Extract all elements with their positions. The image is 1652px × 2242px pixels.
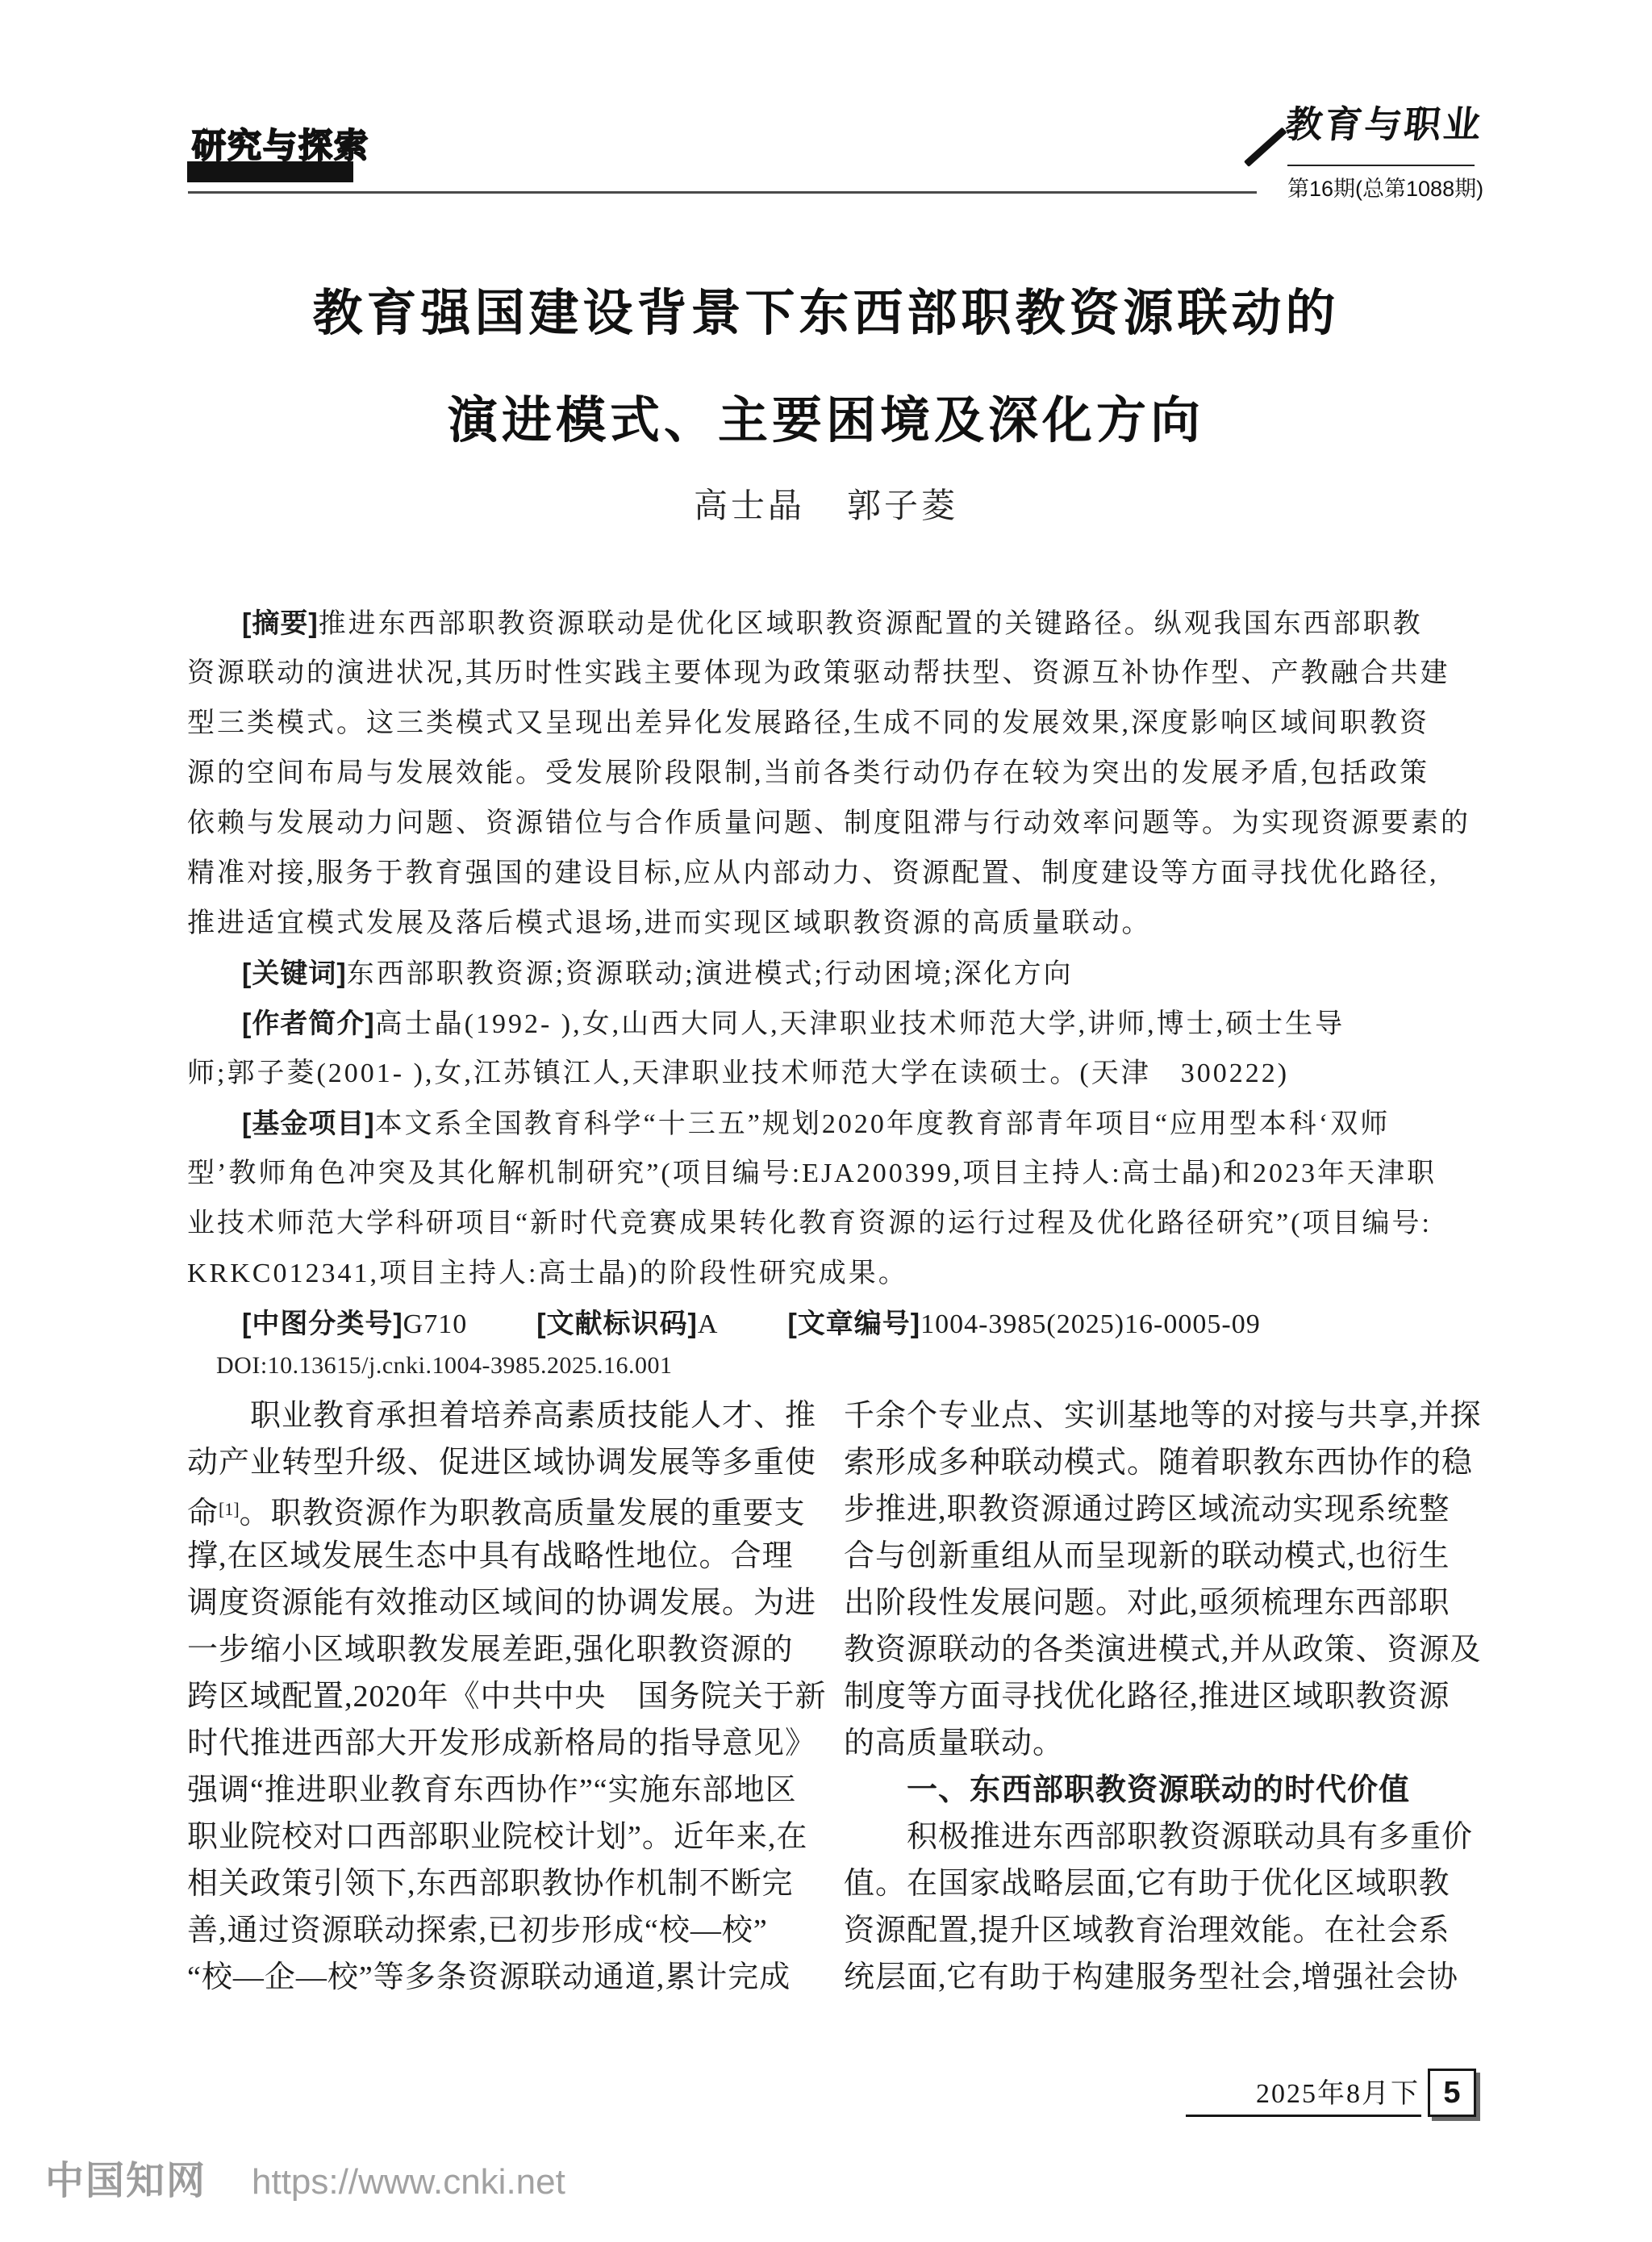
text-line: 资源联动的演进状况,其历时性实践主要体现为政策驱动帮扶型、资源互补协作型、产教融合共建 bbox=[187, 658, 1450, 688]
article-title bbox=[0, 273, 1652, 452]
article-title-line1: 教育强国建设背景下东西部职教资源联动的 bbox=[312, 286, 1340, 341]
text-line: 业技术师范大学科研项目“新时代竞赛成果转化教育资源的运行过程及优化路径研究”(项目编号: bbox=[187, 1209, 1432, 1238]
text-line: 动产业转型升级、促进区域协调发展等多重使 bbox=[187, 1446, 817, 1480]
classification-line bbox=[187, 1299, 1478, 1349]
text-line: 善,通过资源联动探索,已初步形成“校—校” bbox=[187, 1914, 768, 1948]
author-name: 高士晶 bbox=[693, 488, 805, 525]
text-line: [关键词]东西部职教资源;资源联动;演进模式;行动困境;深化方向 bbox=[242, 958, 1074, 989]
text-line: 资源配置,提升区域教育治理效能。在社会系 bbox=[844, 1914, 1450, 1948]
text-line: 推进适宜模式发展及落后模式退场,进而实现区域职教资源的高质量联动。 bbox=[187, 908, 1152, 938]
field-label: [关键词] bbox=[242, 958, 347, 989]
text-line: 强调“推进职业教育东西协作”“实施东部地区 bbox=[187, 1773, 797, 1807]
text-line: 型’教师角色冲突及其化解机制研究”(项目编号:EJA200399,项目主持人:高士晶)和2023年天津职 bbox=[187, 1159, 1437, 1188]
text-line: [作者简介]高士晶(1992- ),女,山西大同人,天津职业技术师范大学,讲师,博士,硕士生导 bbox=[242, 1008, 1345, 1039]
text-line: 职业院校对口西部职业院校计划”。近年来,在 bbox=[187, 1820, 808, 1854]
field-label: [作者简介] bbox=[242, 1008, 375, 1039]
text-line: 精准对接,服务于教育强国的建设目标,应从内部动力、资源配置、制度建设等方面寻找优化路径, bbox=[187, 858, 1439, 888]
text-line: 撑,在区域发展生态中具有战略性地位。合理 bbox=[187, 1539, 794, 1573]
text-line: KRKC012341,项目主持人:高士晶)的阶段性研究成果。 bbox=[187, 1259, 908, 1288]
text-line: 积极推进东西部职教资源联动具有多重价 bbox=[907, 1820, 1474, 1854]
article-id-label: [文章编号] bbox=[787, 1309, 921, 1339]
column-badge bbox=[187, 127, 429, 184]
text-line: 的高质量联动。 bbox=[844, 1726, 1065, 1760]
text-line: 依赖与发展动力问题、资源错位与合作质量问题、制度阻滞与行动效率问题等。为实现资源要素的 bbox=[187, 808, 1471, 838]
clc-label: [中图分类号] bbox=[242, 1309, 403, 1339]
issue-info: 第16期(总第1088期) bbox=[1287, 177, 1484, 201]
text-line: 一、东西部职教资源联动的时代价值 bbox=[907, 1773, 1411, 1807]
front-matter bbox=[187, 599, 1478, 1299]
text-line: 跨区域配置,2020年《中共中央 国务院关于新 bbox=[187, 1680, 827, 1714]
text-line: 值。在国家战略层面,它有助于优化区域职教 bbox=[844, 1867, 1450, 1901]
doc-code-value: A bbox=[697, 1309, 719, 1339]
doi: DOI:10.13615/j.cnki.1004-3985.2025.16.001 bbox=[216, 1352, 673, 1379]
text-line: 一步缩小区域职教发展差距,强化职教资源的 bbox=[187, 1633, 794, 1667]
text-line: “校—企—校”等多条资源联动通道,累计完成 bbox=[187, 1960, 791, 1994]
article-id-value: 1004-3985(2025)16-0005-09 bbox=[920, 1309, 1261, 1339]
text-line: 统层面,它有助于构建服务型社会,增强社会协 bbox=[844, 1960, 1459, 1994]
body-left-column bbox=[187, 1392, 827, 2001]
page-number: 5 bbox=[1428, 2069, 1476, 2117]
footer-right bbox=[1186, 2057, 1476, 2117]
text-line: 师;郭子菱(2001- ),女,江苏镇江人,天津职业技术师范大学在读硕士。(天津 300222) bbox=[187, 1058, 1290, 1088]
text-line: 相关政策引领下,东西部职教协作机制不断完 bbox=[187, 1867, 794, 1901]
doc-code-label: [文献标识码] bbox=[536, 1309, 698, 1339]
column-badge-label: 研究与探索 bbox=[192, 127, 370, 165]
footer-left bbox=[45, 2149, 771, 2205]
article-title-line2: 演进模式、主要困境及深化方向 bbox=[447, 393, 1204, 449]
reference-superscript: [1] bbox=[219, 1499, 240, 1519]
journal-logo: 教育与职业 bbox=[1283, 104, 1486, 145]
header-diagonal-mark bbox=[1244, 127, 1287, 167]
header-rule bbox=[188, 191, 1257, 194]
text-line: 索形成多种联动模式。随着职教东西协作的稳 bbox=[844, 1446, 1474, 1480]
clc-value: G710 bbox=[403, 1309, 468, 1339]
text-line: 源的空间布局与发展效能。受发展阶段限制,当前各类行动仍存在较为突出的发展矛盾,包括政策 bbox=[187, 758, 1429, 788]
text-line: 型三类模式。这三类模式又呈现出差异化发展路径,生成不同的发展效果,深度影响区域间职教资 bbox=[187, 708, 1429, 738]
field-label: [摘要] bbox=[242, 608, 319, 639]
cnki-url: https://www.cnki.net bbox=[252, 2162, 565, 2202]
text-line: 合与创新重组从而呈现新的联动模式,也衍生 bbox=[844, 1539, 1450, 1573]
text-line: 出阶段性发展问题。对此,亟须梳理东西部职 bbox=[844, 1586, 1450, 1620]
text-line: 职业教育承担着培养高素质技能人才、推 bbox=[250, 1399, 817, 1433]
author-name: 郭子菱 bbox=[847, 488, 959, 525]
footer-date: 2025年8月下 bbox=[1256, 2079, 1420, 2109]
body-right-column bbox=[844, 1392, 1482, 2001]
footer-rule bbox=[1186, 2115, 1421, 2117]
text-line: [摘要]推进东西部职教资源联动是优化区域职教资源配置的关键路径。纵观我国东西部职教 bbox=[242, 608, 1423, 639]
text-line: 教资源联动的各类演进模式,并从政策、资源及 bbox=[844, 1633, 1482, 1667]
text-line: 千余个专业点、实训基地等的对接与共享,并探 bbox=[844, 1399, 1482, 1433]
text-line: 命[1]。职教资源作为职教高质量发展的重要支 bbox=[187, 1497, 806, 1530]
text-line: 步推进,职教资源通过跨区域流动实现系统整 bbox=[844, 1493, 1450, 1526]
text-line: [基金项目]本文系全国教育科学“十三五”规划2020年度教育部青年项目“应用型本科‘双师 bbox=[242, 1108, 1391, 1139]
text-line: 时代推进西部大开发形成新格局的指导意见》 bbox=[187, 1726, 817, 1760]
authors bbox=[0, 479, 1652, 528]
text-line: 制度等方面寻找优化路径,推进区域职教资源 bbox=[844, 1680, 1450, 1714]
journal-logo-rule bbox=[1287, 165, 1475, 166]
cnki-brand: 中国知网 bbox=[45, 2160, 207, 2202]
field-label: [基金项目] bbox=[242, 1108, 375, 1139]
text-line: 调度资源能有效推动区域间的协调发展。为进 bbox=[187, 1586, 817, 1620]
